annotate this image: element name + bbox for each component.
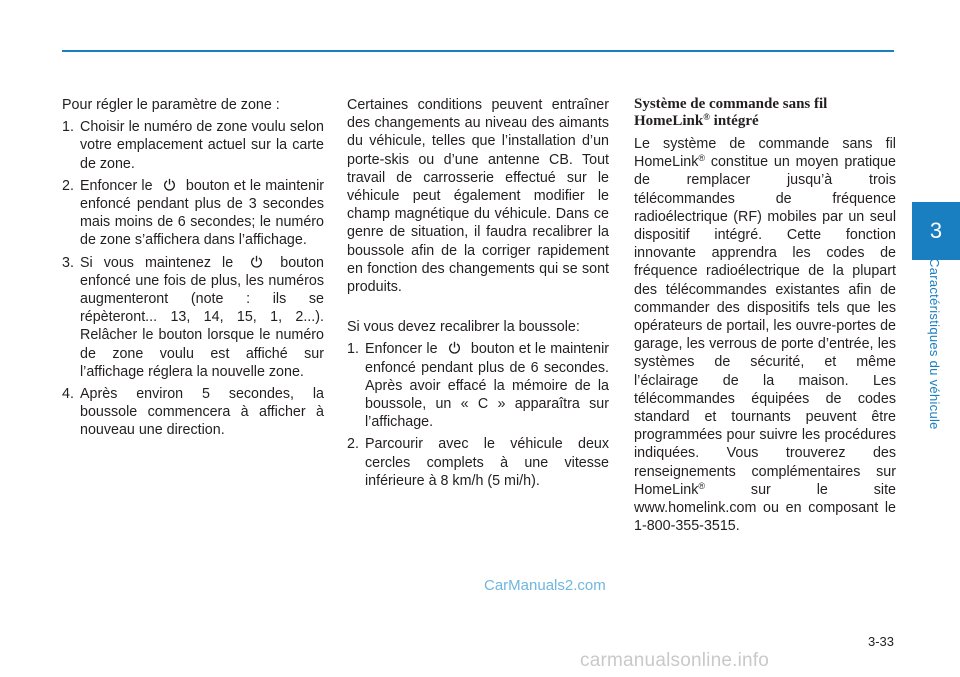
step-text: Parcourir avec le véhicule deux cercles complets à une vitesse inférieure à 8 km/h (5 mi/h).: [365, 436, 609, 489]
chapter-number-tab: [912, 202, 960, 260]
heading-line-1: Système de commande sans fil: [634, 96, 828, 112]
step-number: 2.: [347, 436, 359, 453]
recalibrate-steps: [347, 340, 609, 490]
list-item: [62, 385, 324, 440]
registered-mark: ®: [698, 153, 706, 164]
chapter-title: Caractéristiques du véhicule: [927, 258, 942, 430]
step-number: 1.: [62, 119, 74, 136]
step-text-after: bouton enfoncé une fois de plus, les numéros augmenteront (note : ils se répèteront... 13, 14, 15, 1, 2...). Relâcher le bouton lorsque le numéro de zone voulu est affiché sur l’affichage réglera la nouvelle zone.: [80, 254, 325, 380]
step-number: 1.: [347, 341, 359, 358]
homelink-text-3: sur le site www.homelink.com ou en composant le 1-800-355-3515.: [634, 481, 896, 535]
list-item: [62, 177, 324, 250]
column-zone-setting: [62, 96, 324, 444]
homelink-text-2: constitue un moyen pratique de remplacer jusqu’à trois télécommandes de fréquence radioélectrique (RF) mobiles par un seul dispositif intégré. Cette fonction innovante apprendra les codes de fréquence radioélectrique de la plupart des télécommandes existantes afin de commander des dispositifs tels que les opérateurs de portail, les ouvre-portes de garage, les verrous de porte d’entrée, les systèmes de sécurité, et même l’éclairage de la maison. Les télécommandes équipées de codes standard et tournants peuvent être programmées pour suivre les procédures indiquées. Vous trouverez des renseignements complémentaires sur HomeLink: [634, 154, 896, 498]
step-number: 3.: [62, 254, 74, 271]
heading-rest: intégré: [709, 113, 759, 129]
step-number: 2.: [62, 177, 74, 194]
zone-intro: Pour régler le paramètre de zone :: [62, 97, 280, 113]
section-heading: [634, 96, 896, 130]
header-rule: [62, 50, 894, 52]
step-text-after: bouton et le maintenir enfoncé pendant plus de 3 secondes mais moins de 6 secondes; le numéro de zone s’affichera dans l’affichage.: [80, 177, 325, 249]
power-button-icon: [163, 178, 176, 191]
step-text-before: Enfoncer le: [80, 177, 153, 194]
watermark-carmanualsonline: carmanualsonline.info: [580, 650, 770, 671]
column-homelink: [634, 96, 896, 539]
watermark-carmanuals2: CarManuals2.com: [484, 577, 606, 594]
step-text-before: Enfoncer le: [365, 341, 438, 358]
step-text-after: bouton et le maintenir enfoncé pendant plus de 6 secondes. Après avoir effacé la mémoire de la boussole, un « C » apparaîtra sur l’affichage.: [365, 341, 610, 431]
page-number: 3-33: [867, 634, 894, 649]
compass-paragraph: Certaines conditions peuvent entraîner des changements au niveau des aimants du véhicule, telles que l’installation d’un porte-skis ou d’une antenne CB. Tout travail de carrosserie effectué sur le véhicule peut également modifier le champ magnétique du véhicule. Dans ce genre de situation, il faudra recalibrer la boussole afin de la corriger rapidement en fonction des changements qui se sont produits.: [347, 97, 609, 296]
column-compass-calibration: [347, 96, 609, 494]
zone-steps: [62, 118, 324, 439]
heading-registered-mark: ®: [703, 112, 710, 122]
power-button-icon: [448, 341, 461, 354]
registered-mark: ®: [698, 480, 706, 491]
heading-brand: HomeLink: [634, 113, 704, 129]
homelink-text-1: Le système de commande sans fil HomeLink: [634, 136, 896, 171]
list-item: [62, 118, 324, 173]
recalibrate-intro: Si vous devez recalibrer la boussole:: [347, 319, 580, 336]
list-item: [62, 254, 324, 381]
chapter-number: 3: [929, 218, 943, 243]
list-item: [347, 340, 609, 431]
step-text: Après environ 5 secondes, la boussole commencera à afficher à nouveau une direction.: [80, 386, 324, 439]
power-button-icon: [250, 255, 263, 268]
list-item: [347, 435, 609, 490]
step-number: 4.: [62, 386, 74, 403]
step-text: Choisir le numéro de zone voulu selon votre emplacement actuel sur la carte de zone.: [80, 119, 324, 172]
step-text-before: Si vous maintenez le: [80, 254, 234, 271]
homelink-paragraph: [634, 135, 896, 535]
